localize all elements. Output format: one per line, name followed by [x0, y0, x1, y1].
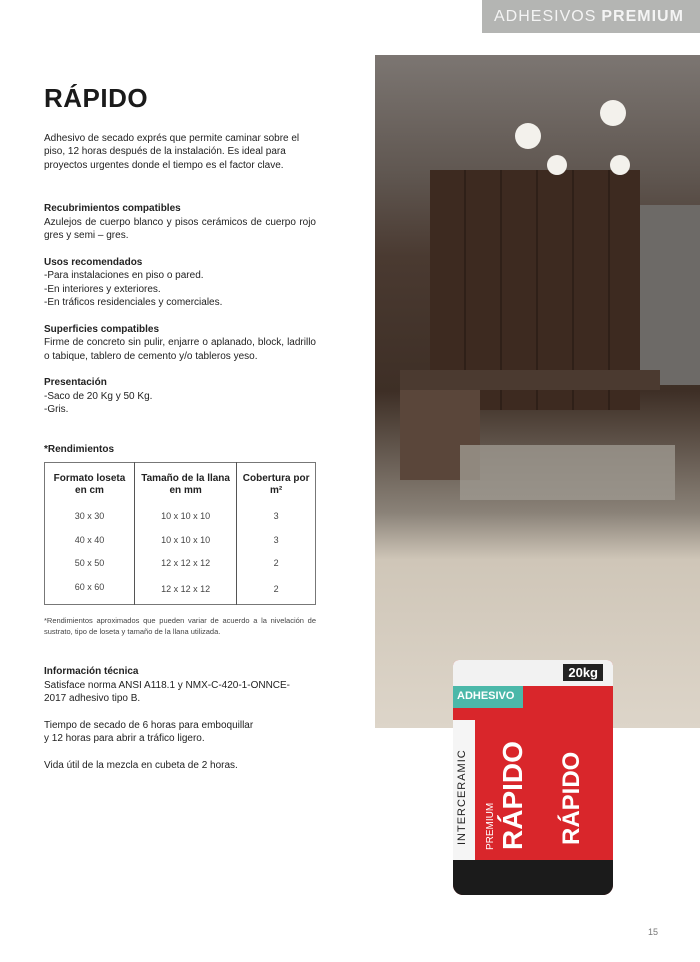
- cell: 12 x 12 x 12: [134, 552, 236, 576]
- column-header: Tamaño de la llana en mm: [134, 463, 236, 506]
- section-line: -Para instalaciones en piso o pared.: [44, 270, 204, 281]
- table-row: [45, 529, 316, 553]
- tecnica-text: Vida útil de la mezcla en cubeta de 2 horas.: [44, 759, 238, 771]
- content: [44, 83, 316, 772]
- section-line: Azulejos de cuerpo blanco y pisos cerámicos de cuerpo rojo gres y semi – gres.: [44, 216, 316, 241]
- cell: 10 x 10 x 10: [134, 505, 236, 529]
- cell: 10 x 10 x 10: [134, 529, 236, 553]
- section-line: -En interiores y exteriores.: [44, 283, 161, 295]
- header-light: ADHESIVOS: [494, 7, 597, 25]
- cell: 3: [237, 505, 316, 529]
- intro: Adhesivo de secado exprés que permite caminar sobre el piso, 12 horas después de la instalación. Es ideal para proyectos urgentes donde el tiempo es el factor clave.: [44, 132, 300, 171]
- cell: 2: [237, 552, 316, 576]
- section-title: Información técnica: [44, 666, 139, 677]
- rug: [460, 445, 675, 500]
- header-bold: PREMIUM: [601, 7, 684, 25]
- section-title: Usos recomendados: [44, 256, 143, 268]
- cell: 12 x 12 x 12: [134, 576, 236, 605]
- grey-wall: [640, 205, 700, 385]
- bag-name-side: RÁPIDO: [558, 751, 585, 845]
- bag-line: PREMIUM: [485, 802, 496, 850]
- bag-name: RÁPIDO: [497, 741, 528, 850]
- section-title: Superficies compatibles: [44, 323, 160, 335]
- cell: 2: [237, 576, 316, 605]
- cell: 50 x 50: [74, 558, 105, 568]
- lamp-globe: [610, 155, 630, 175]
- section-tecnica: [44, 665, 316, 772]
- office-photo: [375, 55, 700, 728]
- section-recubrimientos: [44, 202, 316, 243]
- section-usos: [44, 256, 316, 310]
- section-title: Recubrimientos compatibles: [44, 203, 181, 214]
- table-row: [45, 552, 316, 576]
- rendimientos-table: [44, 462, 316, 605]
- cell: 40 x 40: [74, 534, 105, 545]
- column-header: Formato loseta en cm: [53, 473, 126, 496]
- section-line: Firme de concreto sin pulir, enjarre o aplanado, block, ladrillo o tabique, tablero de cemento y/o tableros yeso.: [44, 337, 316, 362]
- bag-brand: INTERCERAMIC: [456, 749, 468, 845]
- table-row: [45, 505, 316, 529]
- section-superficies: [44, 323, 316, 364]
- section-title: Presentación: [44, 377, 107, 388]
- tecnica-text: Satisface norma ANSI A118.1 y NMX-C-420-1-ONNCE-2017 adhesivo tipo B.: [44, 679, 291, 704]
- section-line: -En tráficos residenciales y comerciales.: [44, 297, 223, 308]
- page-number: 15: [647, 927, 658, 937]
- desk: [400, 370, 660, 390]
- rendimientos-note: *Rendimientos aproximados que pueden variar de acuerdo a la nivelación de sustrato, tipo de loseta y tamaño de la llana utilizada.: [44, 616, 316, 636]
- cell: 30 x 30: [74, 511, 105, 521]
- section-header: [482, 0, 700, 33]
- table-row: [45, 576, 316, 605]
- section-line: -Saco de 20 Kg y 50 Kg.: [44, 390, 153, 402]
- product-bag: [453, 660, 613, 895]
- cell: 60 x 60: [74, 581, 105, 592]
- tecnica-text: Tiempo de secado de 6 horas para emboquillar y 12 horas para abrir a tráfico ligero.: [44, 719, 254, 744]
- lamp-globe: [547, 155, 567, 175]
- page-title: RÁPIDO: [44, 83, 149, 113]
- cell: 3: [237, 529, 316, 553]
- rendimientos-title: *Rendimientos: [44, 443, 115, 455]
- bag-weight: 20kg: [563, 664, 603, 681]
- section-presentacion: [44, 376, 316, 417]
- bag-tag: ADHESIVO: [453, 686, 523, 708]
- column-header: Cobertura por m²: [237, 463, 316, 506]
- lamp-globe: [515, 123, 541, 149]
- section-line: -Gris.: [44, 404, 69, 415]
- lamp-globe: [600, 100, 626, 126]
